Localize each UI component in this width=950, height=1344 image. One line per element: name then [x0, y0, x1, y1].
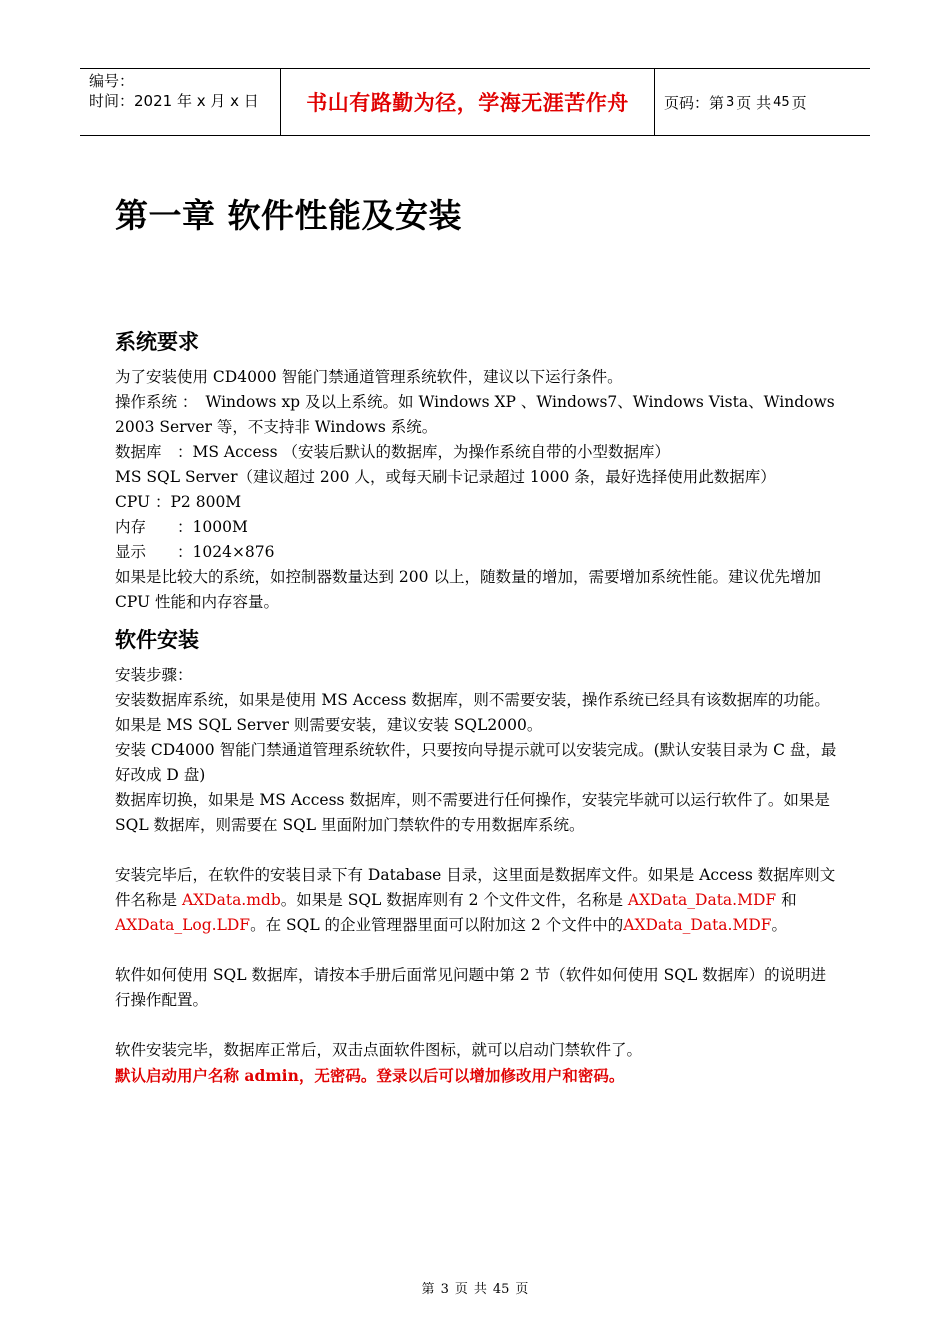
page-footer	[0, 1278, 950, 1297]
memory-requirement	[115, 515, 837, 540]
install-step-3: 数据库切换，如果是 MS Access 数据库，则不需要进行任何操作，安装完毕就可以运行软件了。如果是 SQL 数据库，则需要在 SQL 里面附加门禁软件的专用数据库系统。	[115, 791, 830, 834]
requirements-intro: 为了安装使用 CD4000 智能门禁通道管理系统软件，建议以下运行条件。	[115, 368, 623, 386]
header-page-info	[655, 69, 870, 135]
memory-label: 内存	[115, 518, 147, 536]
footer-word-4: 页	[515, 1282, 529, 1297]
page-mid: 页 共	[736, 93, 772, 112]
cpu-requirement	[115, 490, 837, 515]
launch-paragraph: 软件安装完毕，数据库正常后，双击点面软件图标，就可以启动门禁软件了。	[115, 1041, 643, 1059]
spacer	[115, 1013, 837, 1038]
section-heading-system-requirements: 系统要求	[115, 330, 199, 354]
db-text-3: 和	[776, 891, 797, 909]
cpu-value: ：P2 800M	[155, 493, 242, 511]
page-header	[80, 68, 870, 136]
install-steps-label: 安装步骤：	[115, 666, 193, 684]
os-label: 操作系统 ：	[115, 393, 198, 411]
db-requirement	[115, 440, 837, 465]
default-user-notice: 默认启动用户名称 admin，无密码。登录以后可以增加修改用户和密码。	[115, 1066, 625, 1085]
system-requirements-section	[115, 330, 837, 615]
db-label: 数据库	[115, 443, 162, 461]
page-total: 45	[773, 94, 790, 110]
performance-note: 如果是比较大的系统，如控制器数量达到 200 以上，随数量的增加，需要增加系统性能。建议优先增加 CPU 性能和内存容量。	[115, 568, 821, 611]
header-left-cell	[80, 69, 281, 135]
install-step-1: 安装数据库系统，如果是使用 MS Access 数据库，则不需要安装，操作系统已经具有该数据库的功能。如果是 MS SQL Server 则需要安装，建议安装 SQL2000。	[115, 691, 830, 734]
install-step-2: 安装 CD4000 智能门禁通道管理系统软件，只要按向导提示就可以安装完成。(默认安装目录为 C 盘，最好改成 D 盘)	[115, 741, 837, 784]
file-name-mdf: AXData_Data.MDF	[627, 891, 777, 909]
sql-server-line: MS SQL Server（建议超过 200 人，或每天刷卡记录超过 1000 条，最好选择使用此数据库）	[115, 468, 776, 486]
spacer	[115, 838, 837, 863]
db-text-4: 。在 SQL 的企业管理器里面可以附加这 2 个文件中的	[250, 916, 624, 934]
file-name-mdb: AXData.mdb	[181, 891, 281, 909]
software-install-section	[115, 628, 837, 1088]
file-name-mdf-2: AXData_Data.MDF	[623, 916, 772, 934]
memory-value: ：1000M	[177, 518, 248, 536]
footer-page-total: 45	[492, 1282, 510, 1297]
db-text-2: 。如果是 SQL 数据库则有 2 个文件文件，名称是	[280, 891, 628, 909]
serial-label: 编号：	[89, 72, 135, 90]
db-text-1: 安装完毕后，在软件的安装目录下有 Database 目录，这里面是数据库文件。如果是 Access 数据库则文件名称是	[115, 866, 836, 909]
cpu-label: CPU	[115, 493, 151, 511]
page-prefix: 页码：第	[664, 93, 725, 112]
display-requirement	[115, 540, 837, 565]
database-files-paragraph	[115, 863, 837, 938]
footer-page-number: 3	[440, 1282, 449, 1297]
db-text-5: 。	[771, 916, 788, 934]
display-label: 显示	[115, 543, 147, 561]
header-motto: 书山有路勤为径，学海无涯苦作舟	[281, 69, 655, 135]
chapter-title: 第一章 软件性能及安装	[115, 196, 462, 235]
page-number: 3	[726, 94, 735, 110]
os-value: Windows xp 及以上系统。如 Windows XP 、Windows7、Windows Vista、Windows 2003 Server 等，不支持非 Windows 系统。	[115, 393, 835, 436]
os-requirement	[115, 390, 837, 440]
section-heading-software-install: 软件安装	[115, 628, 199, 652]
page-suffix: 页	[791, 93, 807, 112]
sql-usage-paragraph: 软件如何使用 SQL 数据库，请按本手册后面常见问题中第 2 节（软件如何使用 SQL 数据库）的说明进行操作配置。	[115, 966, 827, 1009]
file-name-ldf: AXData_Log.LDF	[115, 916, 251, 934]
db-value: ：MS Access （安装后默认的数据库，为操作系统自带的小型数据库）	[177, 443, 670, 461]
date-label: 时间：2021 年 x 月 x 日	[89, 92, 259, 110]
spacer	[115, 938, 837, 963]
display-value: ：1024×876	[177, 543, 275, 561]
footer-word-3: 共	[473, 1282, 487, 1297]
footer-word-1: 第	[421, 1282, 435, 1297]
footer-word-2: 页	[454, 1282, 468, 1297]
